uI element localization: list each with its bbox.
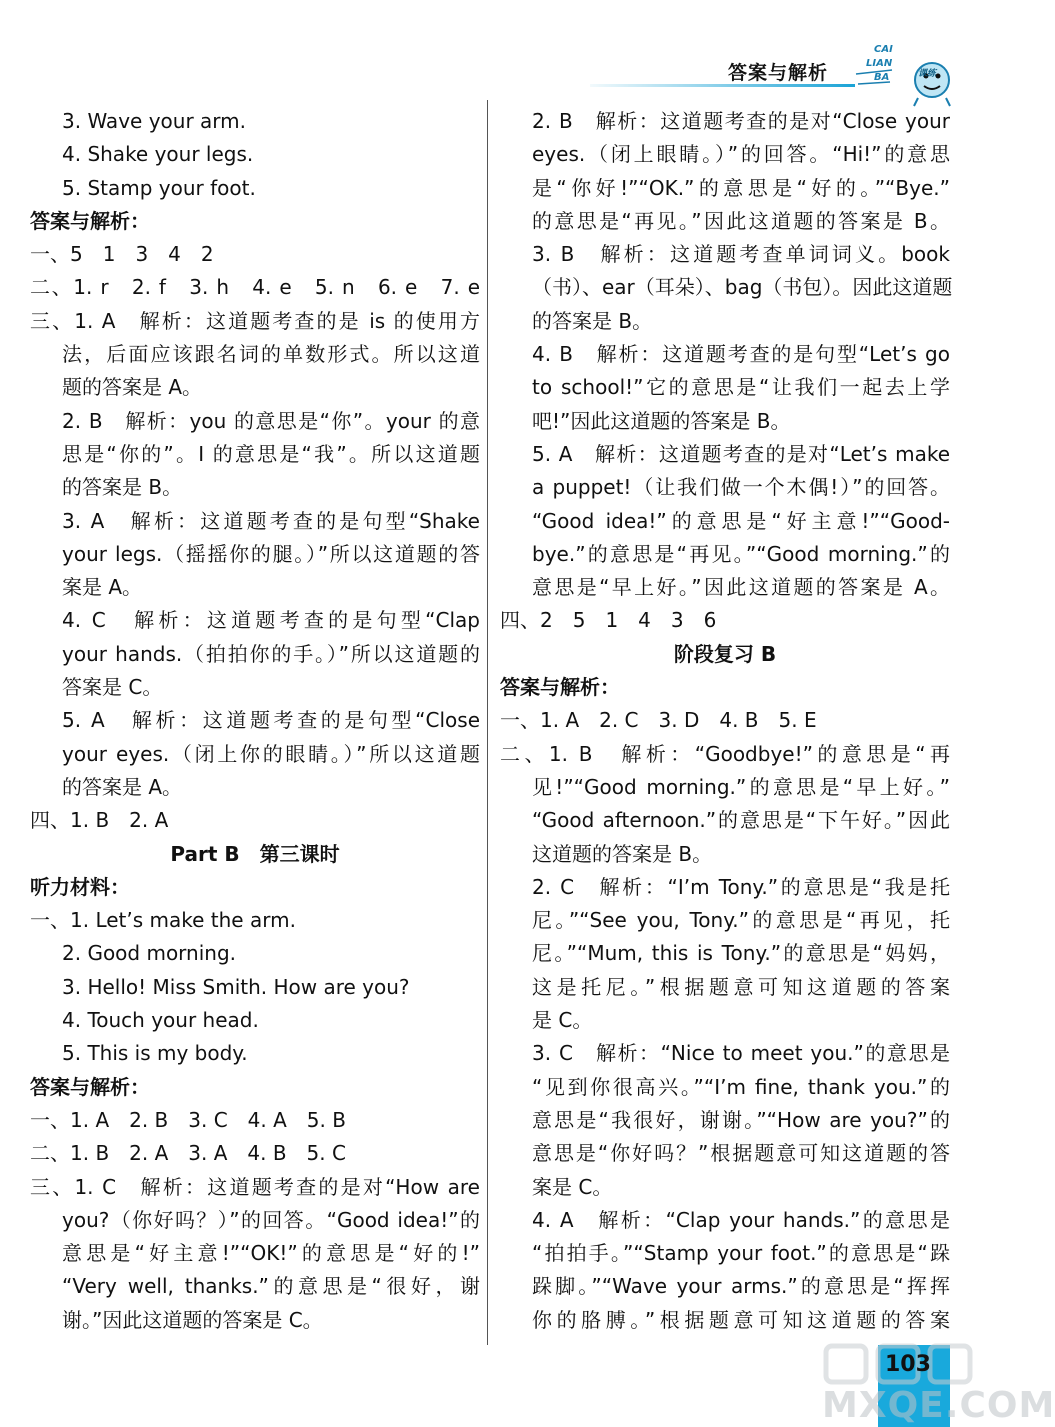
text-line: your eyes.（闭上你的眼睛。）”所以这道题	[62, 741, 480, 766]
text-line: “见到你很高兴。”“I’m fine, thank you.”的	[532, 1074, 950, 1099]
text-line: 5. A 解析：这道题考查的是句型“Close	[62, 708, 480, 733]
text-line: “拍拍手。”“Stamp your foot.”的意思是“跺	[532, 1241, 950, 1266]
header-rule	[590, 84, 855, 87]
header-title: 答案与解析	[728, 62, 829, 84]
text-line: 案是 C。	[532, 1174, 613, 1199]
text-line: 2. B 解析：这道题考查的是对“Close your	[532, 109, 950, 133]
right-column	[500, 105, 953, 1337]
text-line: you?（你好吗？）”的回答。“Good idea!”的	[62, 1207, 480, 1232]
text-line: to school!”它的意思是“让我们一起去上学	[532, 375, 950, 400]
text-line: 意思是“你好吗？”根据题意可知这道题的答	[532, 1141, 950, 1166]
text-line: 一、1. A 2. B 3. C 4. A 5. B	[30, 1107, 346, 1132]
text-line: “Good idea!”的意思是“好主意!”“Good-	[532, 508, 950, 533]
text-line: 的答案是 B。	[532, 308, 653, 333]
text-line: 思是“你的”。I 的意思是“我”。所以这道题	[62, 441, 480, 466]
text-line: 一、5 1 3 4 2	[30, 242, 214, 267]
text-line: 一、1. A 2. C 3. D 4. B 5. E	[500, 708, 817, 733]
text-line: 跺脚。”“Wave your arms.”的意思是“挥挥	[532, 1274, 950, 1299]
text-line: 2. Good morning.	[62, 941, 237, 966]
text-line: 3. A 解析：这道题考查的是句型“Shake	[62, 508, 480, 533]
text-line: 谢。”因此这道题的答案是 C。	[62, 1307, 323, 1332]
text-line: 2. B 解析：you 的意思是“你”。your 的意	[62, 408, 480, 433]
watermark-text: MXQE.COM	[822, 1385, 1055, 1426]
text-line: 4. A 解析：“Clap your hands.”的意思是	[532, 1207, 950, 1232]
text-line: 尼。”“See you, Tony.”的意思是“再见，托	[532, 908, 950, 933]
cailianba-logo: CAI LIAN BA 课练	[852, 40, 962, 110]
text-line: 四、2 5 1 4 3 6	[500, 608, 717, 633]
text-line: 4. Shake your legs.	[62, 142, 254, 167]
text-line: 这是托尼。”根据题意可知这道题的答案	[532, 974, 950, 999]
text-line: （书）、ear（耳朵）、bag（书包）。因此这道题	[532, 275, 953, 300]
text-line: 5. This is my body.	[62, 1041, 248, 1066]
text-line: 的答案是 A。	[62, 774, 183, 799]
text-line: “Good afternoon.”的意思是“下午好。”因此	[532, 808, 950, 833]
text-line: 尼。”“Mum, this is Tony.”的意思是“妈妈，	[532, 941, 950, 966]
text-line: eyes.（闭上眼睛。）”的回答。“Hi!”的意思	[532, 142, 950, 167]
text-line: 这道题的答案是 B。	[532, 841, 713, 866]
text-line: 4. C 解析：这道题考查的是句型“Clap	[62, 608, 480, 633]
text-line: 5. Stamp your foot.	[62, 175, 256, 200]
text-line: 3. Wave your arm.	[62, 109, 246, 133]
text-line: 4. B 解析：这道题考查的是句型“Let’s go	[532, 342, 950, 367]
text-line: 3. C 解析：“Nice to meet you.”的意思是	[532, 1041, 950, 1066]
text-line: 意思是“好主意!”“OK!”的意思是“好的!”	[62, 1241, 480, 1266]
text-line: 见!”“Good morning.”的意思是“早上好。”	[532, 774, 950, 799]
text-line: 题的答案是 A。	[62, 375, 203, 400]
text-line: 三、1. A 解析：这道题考查的是 is 的使用方	[30, 308, 480, 333]
text-line: 3. Hello! Miss Smith. How are you?	[62, 974, 410, 999]
text-line: 的意思是“再见。”因此这道题的答案是 B。	[532, 208, 950, 233]
text-line: 四、1. B 2. A	[30, 808, 169, 833]
text-line: Part B 第三课时	[170, 841, 340, 866]
logo-mascot-icon	[852, 40, 962, 110]
text-line: 吧!”因此这道题的答案是 B。	[532, 408, 791, 433]
text-line: 二、1. r 2. f 3. h 4. e 5. n 6. e 7. e	[30, 275, 480, 300]
text-line: 意思是“早上好。”因此这道题的答案是 A。	[532, 575, 950, 600]
text-line: 一、1. Let’s make the arm.	[30, 908, 296, 933]
text-line: 4. Touch your head.	[62, 1008, 259, 1033]
text-line: 答案是 C。	[62, 675, 163, 700]
text-line: 是 C。	[532, 1008, 593, 1033]
text-line: 意思是“我很好，谢谢。”“How are you?”的	[532, 1107, 950, 1132]
text-line: bye.”的意思是“再见。”“Good morning.”的	[532, 541, 950, 566]
text-line: 的答案是 B。	[62, 475, 183, 500]
left-column	[30, 105, 480, 1337]
text-line: 你的胳膊。”根据题意可知这道题的答案	[532, 1307, 950, 1332]
page-number: 103	[885, 1352, 931, 1377]
text-line: 二、1. B 解析：“Goodbye!”的意思是“再	[500, 741, 950, 766]
text-line: 阶段复习 B	[673, 641, 777, 666]
text-line: your legs.（摇摇你的腿。）”所以这道题的答	[62, 541, 480, 566]
text-line: a puppet!（让我们做一个木偶!）”的回答。	[532, 475, 950, 500]
text-line: 答案与解析：	[500, 675, 620, 700]
text-line: 三、1. C 解析：这道题考查的是对“How are	[30, 1174, 480, 1199]
text-line: 答案与解析：	[30, 208, 150, 233]
text-line: 是“你好!”“OK.”的意思是“好的。”“Bye.”	[532, 175, 950, 200]
text-line: 二、1. B 2. A 3. A 4. B 5. C	[30, 1141, 346, 1166]
text-line: 2. C 解析：“I’m Tony.”的意思是“我是托	[532, 874, 950, 899]
text-line: 法，后面应该跟名词的单数形式。所以这道	[62, 342, 480, 367]
text-line: 答案与解析：	[30, 1074, 150, 1099]
text-line: 5. A 解析：这道题考查的是对“Let’s make	[532, 441, 950, 466]
text-line: “Very well, thanks.”的意思是“很好，谢	[62, 1274, 480, 1299]
column-divider	[487, 100, 488, 1345]
text-line: your hands.（拍拍你的手。）”所以这道题的	[62, 641, 480, 666]
text-line: 案是 A。	[62, 575, 143, 600]
text-line: 3. B 解析：这道题考查单词词义。book	[532, 242, 950, 267]
text-line: 听力材料：	[30, 874, 130, 899]
